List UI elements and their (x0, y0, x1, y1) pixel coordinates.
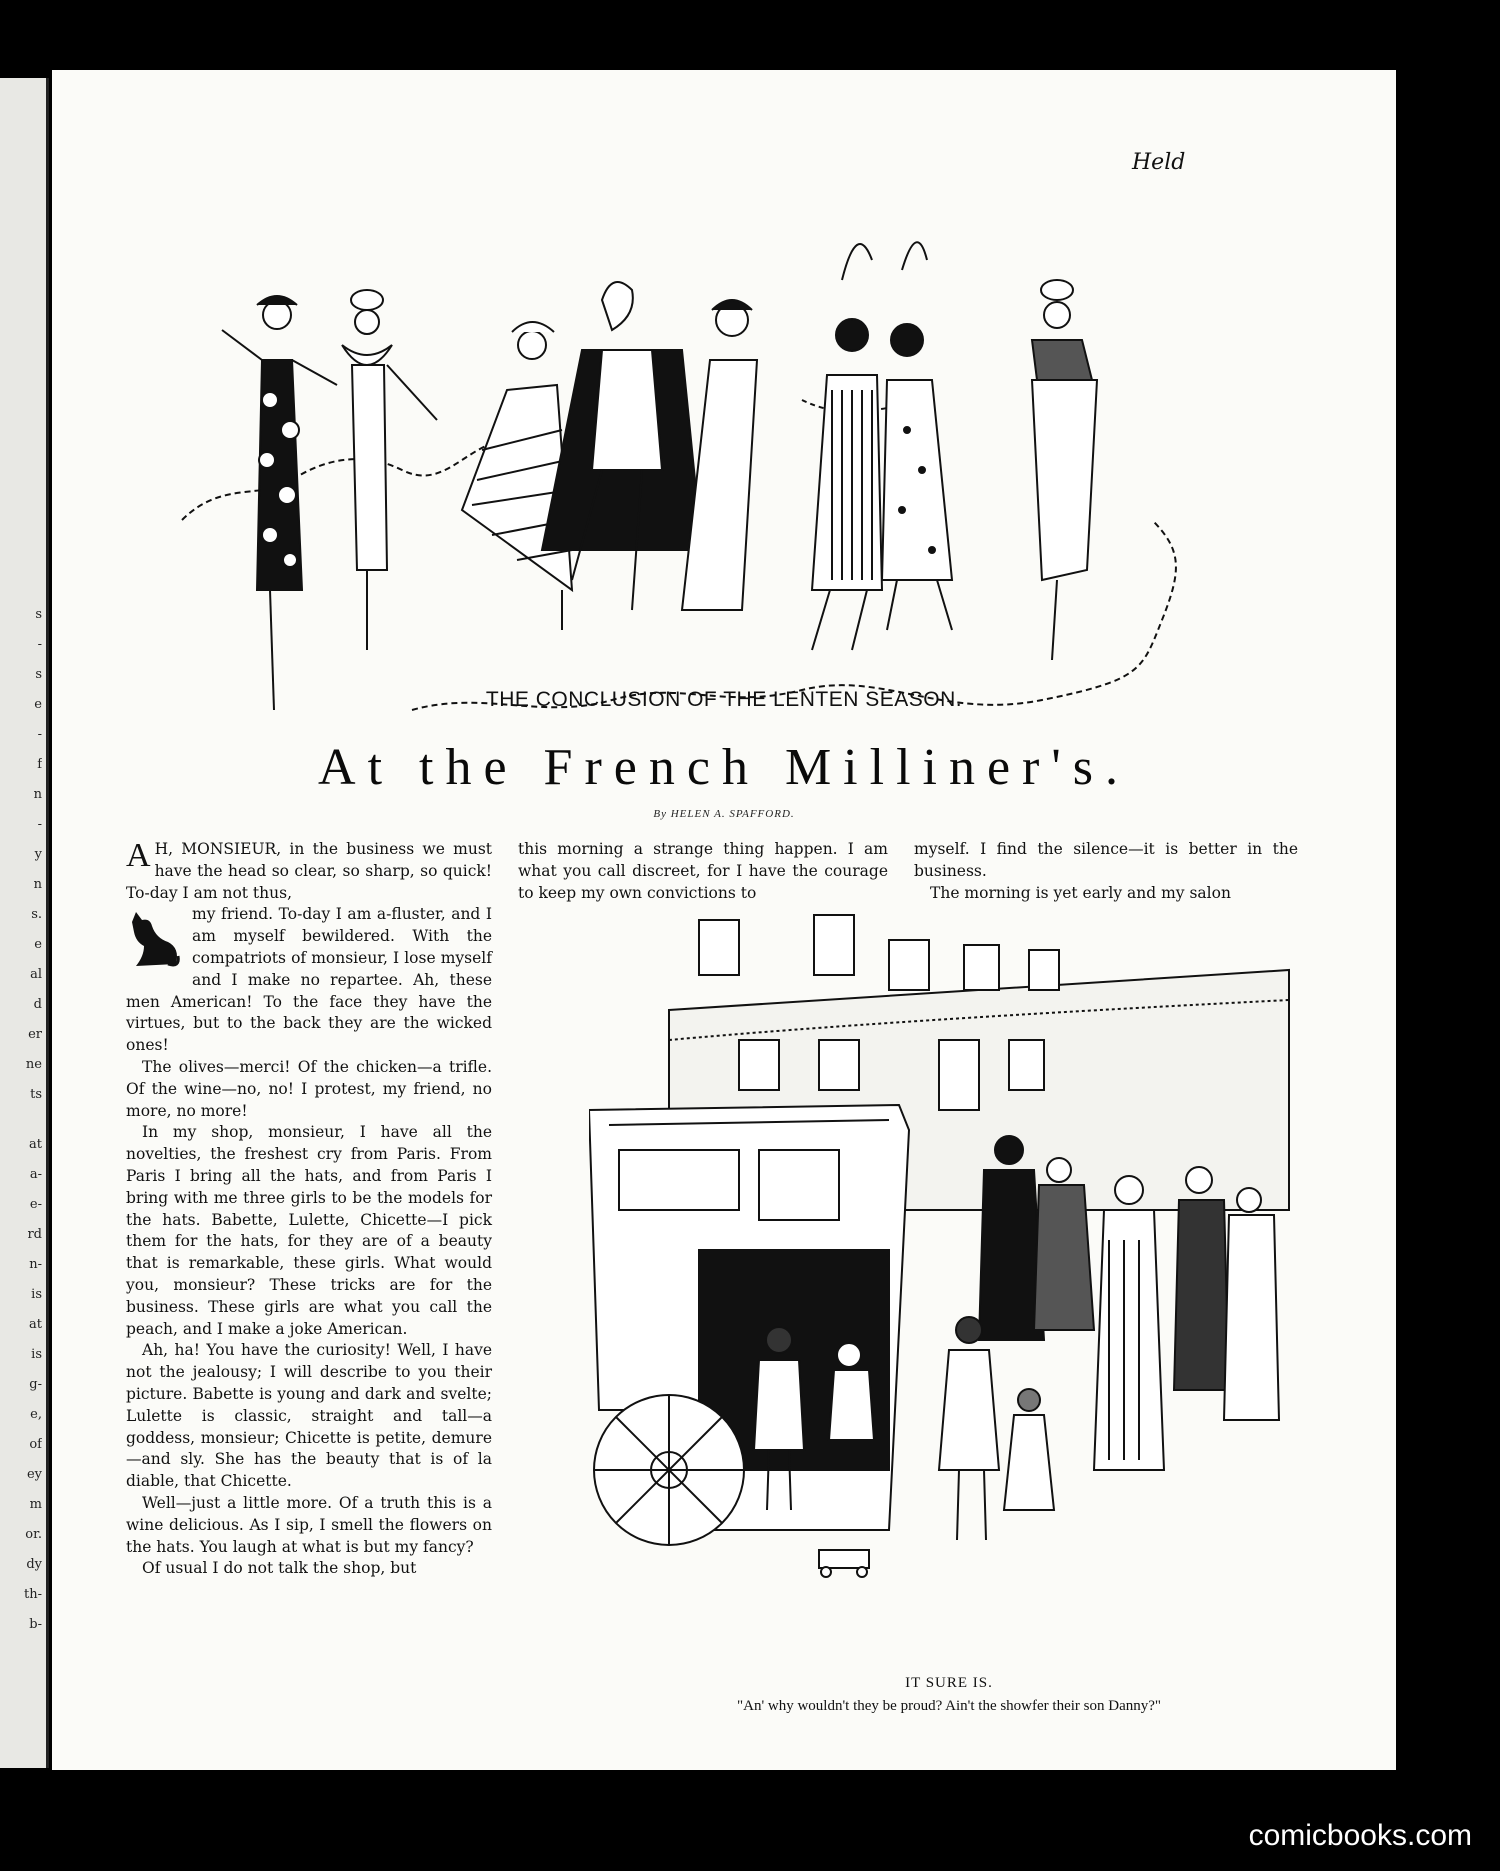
left-page-fragment: - (37, 728, 42, 742)
figure-feather-hat (812, 244, 882, 650)
left-page-fragment: ts (30, 1088, 42, 1102)
street-scene-illustration (589, 910, 1309, 1655)
left-page-fragment: s. (31, 908, 42, 922)
column-2-paragraph: this morning a strange thing happen. I am what you call discreet, for I have the courage to keep my own convictions to (518, 840, 888, 902)
paragraph-5: Well—just a little more. Of a truth this is a wine delicious. As I sip, I smell the flowers on the hats. You laugh at what is but my fancy? (126, 1493, 492, 1556)
left-page-fragment: or. (25, 1528, 42, 1542)
paragraph-1 (126, 839, 492, 904)
cartoon-caption-quote: "An' why wouldn't they be proud? Ain't the showfer their son Danny?" (736, 1698, 1162, 1714)
figure-striped-dress (462, 322, 572, 630)
paragraph-1-continued (126, 904, 492, 1057)
left-page-fragment: m (29, 1498, 42, 1512)
watermark: comicbooks.com (1248, 1819, 1472, 1852)
paragraph-6: Of usual I do not talk the shop, but (142, 1559, 417, 1578)
paragraph-3: In my shop, monsieur, I have all the novelties, the freshest cry from Paris. From Paris I bring all the hats, and from Paris I bring with me three girls to be the models for the hats. Babette, Lulette, Chicette—I pick them for the hats, for they are of a beauty that is remarkable, these girls. What would you, monsieur? These tricks are for the business. These girls are what you call the peach, and I make a joke American. (126, 1123, 492, 1338)
figure-polka-dot-dress (222, 296, 337, 710)
left-page-fragment: at (29, 1138, 42, 1152)
column-3-paragraph-1: myself. I find the silence—it is better in the business. (914, 840, 1298, 880)
left-page-fragment: e (34, 698, 42, 712)
left-page-fragment: g- (29, 1378, 42, 1392)
left-page-fragment: of (29, 1438, 42, 1452)
left-page-fragment: n (33, 878, 42, 892)
figure-ruffled-collar (342, 290, 437, 650)
left-page-edge (0, 78, 49, 1768)
paragraph-2: The olives—merci! Of the chicken—a trifle. Of the wine—no, no! I protest, my friend, no more, no more! (126, 1057, 492, 1120)
paragraph-1-rest: my friend. To-day I am a-fluster, and I am myself bewildered. With the compatriots of monsieur, I lose myself and I make no repartee. Ah, these men American! To the face they have the virtues, but to the back they are the wicked ones! (126, 905, 492, 1055)
left-page-fragment: f (37, 758, 42, 772)
left-page-fragment: b- (29, 1618, 42, 1632)
left-page-fragment: al (30, 968, 42, 982)
figure-lace-gown (882, 242, 952, 630)
column-3-paragraph-2: The morning is yet early and my salon (930, 883, 1231, 902)
article-byline: By HELEN A. SPAFFORD. (653, 808, 795, 820)
paragraph-1-start: H, MONSIEUR, in the business we must have the head so clear, so sharp, so quick! To-day I am not thus, (126, 840, 492, 902)
left-page-fragment: ey (26, 1468, 42, 1482)
figure-checkered-top (1032, 280, 1097, 660)
left-page-fragment: e (34, 938, 42, 952)
article-title: At the French Milliner's. (318, 739, 1130, 796)
left-page-fragment: is (31, 1288, 42, 1302)
left-page-fragment: n- (29, 1258, 42, 1272)
left-page-fragment: a- (29, 1168, 42, 1182)
article-column-1 (126, 839, 492, 1580)
left-page-fragment: - (37, 638, 42, 652)
left-page-fragment: th- (24, 1588, 42, 1602)
left-page-fragment: s (35, 668, 42, 682)
left-page-fragment: dy (26, 1558, 42, 1572)
left-page-fragment: er (28, 1028, 42, 1042)
artist-signature: Held (1132, 150, 1186, 175)
left-page-fragment: e- (29, 1198, 42, 1212)
drop-cap: A (126, 837, 151, 874)
left-page-fragment: y (34, 848, 42, 862)
left-page-fragment: e, (30, 1408, 42, 1422)
illustration-caption: THE CONCLUSION OF THE LENTEN SEASON. (485, 688, 963, 711)
magazine-page (52, 70, 1396, 1770)
left-page-fragment: ne (25, 1058, 42, 1072)
left-page-fragment: n (33, 788, 42, 802)
left-page-fragment: is (31, 1348, 42, 1362)
black-cat-icon (126, 908, 182, 972)
paragraph-4: Ah, ha! You have the curiosity! Well, I have not the jealousy; I will describe to you their picture. Babette is young and dark and svelte; Lulette is classic, straight and tall—a goddess, monsieur; Chicette is petite, demure—and sly. She has the beauty that is of la diable, that Chicette. (126, 1341, 492, 1491)
left-page-fragment: d (33, 998, 42, 1012)
article-column-3 (914, 839, 1298, 904)
left-page-fragment: s (35, 608, 42, 622)
left-page-fragment: at (29, 1318, 42, 1332)
lenten-procession-illustration (162, 150, 1312, 760)
article-column-2 (518, 839, 888, 904)
left-page-fragment: - (37, 818, 42, 832)
cartoon-caption-title: IT SURE IS. (905, 1675, 993, 1691)
left-page-fragment: rd (27, 1228, 42, 1242)
